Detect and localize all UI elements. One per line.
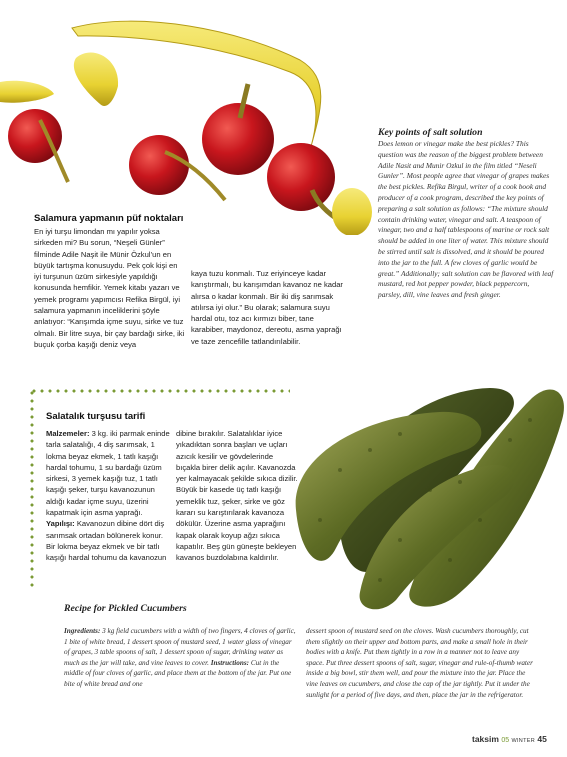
issue-season: WINTER (511, 738, 535, 744)
en-salt-title: Key points of salt solution (378, 127, 483, 138)
en-recipe-col2: dessert spoon of mustard seed on the cloves. Wash cucumbers thoroughly, cut them slightly on their upper and bottom parts, and make a small hole in their bodies with a knife. Put them tightly in a row in a manner not to leave any space. Put three dessert spoons of salt, sugar, vinegar and rule-of-thumb water inside a big bowl, stir them well, and pour the mixture into the jar. Place the vine leaves on cucumbers, and close the cap of the jar tightly. Put it under the sunlight for a period of five days, and then, place the jar in the refrigerator. (306, 627, 533, 699)
tr-recipe-col1 (46, 428, 172, 564)
tr-recipe-col2: dibine bırakılır. Salatalıklar iyice yıkadıktan sonra başları ve uçları azıcık kesilir ve gövdelerinde bıçakla birer delik açılır. Kavanozda yer kalmayacak şekilde sıkıca dizilir. Büyük bir kasede üç tatlı kaşığı yemeklik tuz, şeker, sirke ve göz kararı su karıştırılarak kavanoza dökülür. Üzerine asma yaprağını kapak olarak koyup ağzı sıkıca kapatılır. Beş gün güneşte bekleyen kavanos buzdolabına kaldırılır. (176, 429, 298, 563)
en-salt-body: Does lemon or vinegar make the best pickles? This question was the reason of the biggest problem between Adile Nasit and Munir Ozkul in the film titled “Neseli Gunler”. Most people agree that vinegar of grapes makes the best pickles. Refika Birgul, writer of a cook book and producer of a cook program, described the key points of preparing a salt solution as follows: “The mixture should contain drinking water, vinegar and salt. A teaspoon of vinegar, two and a half tablespoons of marine or rock salt should be added in one liter of water. This mixture should be stirred until salt is dissolved, and it should be poured into the jar to the full. A few cloves of garlic would be great.” Additionally; salt solution can be flavored with leaf mustard, red hot pepper powder, black peppercorn, parsley, dill, vine leaves and fresh ginger. (378, 139, 554, 300)
en-instructions-label: Instructions: (210, 658, 250, 667)
en-instructions-text: Cut in the middle of four cloves of garlic, and place them at the bottom of the jar. Put one bite of white bread and one (64, 658, 292, 688)
tr-salt-col1: En iyi turşu limondan mı yapılır yoksa sirkeden mi? Bu sorun, “Neşeli Günler” filminde Adile Naşit ile Münir Özkul’un en büyük tartışma konusuydu. Pek çok kişi en iyi turşunun üzüm sirkesiyle yapıldığı konusunda hemfikir. Yemek kitabı yazarı ve yemek programı yapımcısı Refika Birgül, iyi salamura yapmanın inceliklerini şöyle anlatıyor: “Karışımda içme suyu, sirke ve tuz olmalı. Bir litre suya, bir çay bardağı sirke, iki buçuk çorba kaşığı deniz veya (34, 227, 185, 349)
en-recipe-col1 (64, 626, 296, 690)
page-footer (472, 734, 547, 744)
dotted-divider-top (30, 389, 290, 393)
en-ingredients-label: Ingredients: (64, 627, 101, 635)
issue-number: 05 (501, 737, 510, 744)
tr-ingredients-text: 3 kg. iki parmak eninde tarla salatalığı, 4 diş sarımsak, 1 lokma beyaz ekmek, 1 tatlı kaşığı hardal tohumu, 1 su bardağı üzüm sirkesi, 3 yemek kaşığı tuz, 1 tatlı kaşığı şeker, turşu kavanozunun aldığı kadar içme suyu, üzerini kapatmak için asma yaprağı. (46, 429, 170, 518)
tr-salt-col2: kaya tuzu konmalı. Tuz eriyinceye kadar karıştırmalı, bu karışımdan kavanoz ne kadar alırsa o kadar konmalı. Bir iki diş sarımsak atılırsa iyi olur.” Bu olarak; salamura suyu hardal otu, toz acı kırmızı biber, tane karabiber, maydonoz, dereotu, asma yaprağı ve taze zencefille tatlandırılabilir. (191, 269, 343, 346)
pickled-cucumbers-image (280, 370, 567, 610)
page-number: 45 (537, 734, 547, 744)
tr-recipe-title: Salatalık turşusu tarifi (46, 411, 146, 422)
dotted-divider-left (30, 389, 34, 589)
en-recipe-title: Recipe for Pickled Cucumbers (64, 603, 187, 614)
tr-method-label: Yapılışı: (46, 519, 75, 529)
tr-method-text: Kavanozun dibine dört diş sarımsak ortadan bölünerek konur. Bir lokma beyaz ekmek ve bir tatlı kaşığı hardal tohumu da kavanozun (46, 519, 167, 563)
tr-ingredients-label: Malzemeler: (46, 429, 90, 438)
tr-salt-title: Salamura yapmanın püf noktaları (34, 213, 184, 224)
peppers-image (0, 0, 380, 235)
en-ingredients-text: 3 kg field cucumbers with a width of two fingers, 4 cloves of garlic, 1 bite of white bread, 1 dessert spoon of mustard seed, 1 water glass of vinegar of grapes, 3 table spoons of salt, 1 dessert spoon of sugar, drinking water as much as the jar will take, and vine leaves to cover. (64, 627, 296, 667)
magazine-name: taksim (472, 734, 499, 744)
